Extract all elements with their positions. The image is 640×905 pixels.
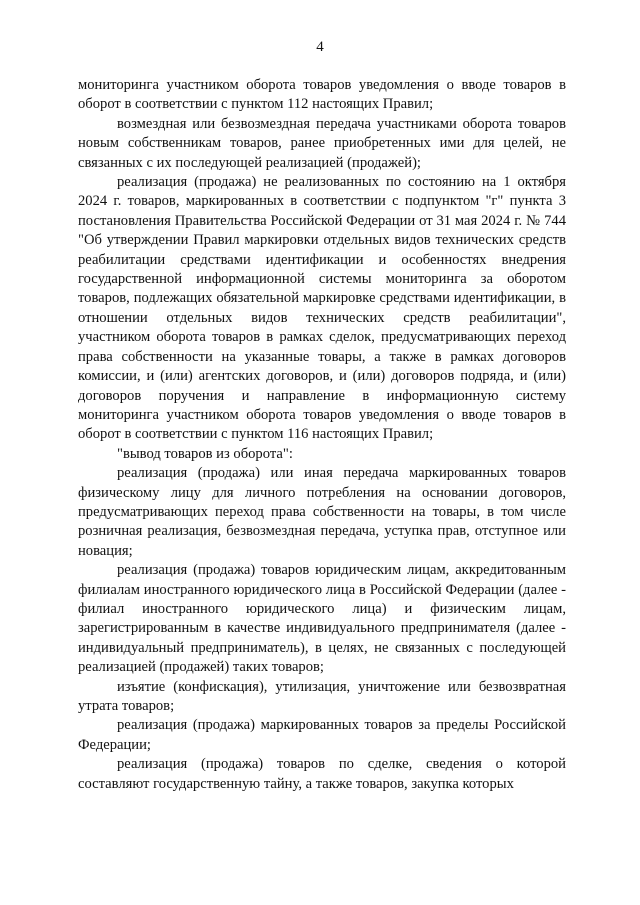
paragraph: реализация (продажа) маркированных товаров за пределы Российской Федерации; — [78, 717, 566, 753]
document-body — [78, 76, 566, 794]
paragraph: реализация (продажа) не реализованных по состоянию на 1 октября 2024 г. товаров, маркированных в соответствии с подпунктом "г" пункта 3 постановления Правительства Российской Федерации от 31 мая 2024 г. № 744 "Об утверждении Правил маркировки отдельных видов технических средств реабилитации средствами идентификации и особенностях внедрения государственной информационной системы мониторинга за оборотом товаров, подлежащих обязательной маркировке средствами идентификации, в отношении отдельных видов технических средств реабилитации", участником оборота товаров в рамках сделок, предусматривающих переход права собственности на указанные товары, а также в рамках договоров комиссии, и (или) агентских договоров, и (или) договоров подряда, и (или) договоров поручения и направление в информационную систему мониторинга участником оборота товаров уведомления о вводе товаров в оборот в соответствии с пунктом 116 настоящих Правил; — [78, 174, 566, 443]
section-heading: "вывод товаров из оборота": — [117, 445, 293, 462]
page-number: 4 — [316, 39, 324, 55]
paragraph: реализация (продажа) товаров по сделке, сведения о которой составляют государственную тайну, а также товаров, закупка которых — [78, 756, 566, 792]
paragraph: возмездная или безвозмездная передача участниками оборота товаров новым собственникам товаров, ранее приобретенных ими для целей, не связанных с их последующей реализацией (продажей); — [78, 115, 566, 171]
paragraph: изъятие (конфискация), утилизация, уничтожение или безвозвратная утрата товаров; — [78, 678, 566, 714]
paragraph: реализация (продажа) товаров юридическим лицам, аккредитованным филиалам иностранного юридического лица в Российской Федерации (далее - филиал иностранного юридического лица) и физическим лицам, зарегистрированным в качестве индивидуального предпринимателя (далее - индивидуальный предприниматель), в целях, не связанных с последующей реализацией (продажей) таких товаров; — [78, 562, 566, 676]
paragraph: реализация (продажа) или иная передача маркированных товаров физическому лицу для личного потребления на основании договоров, предусматривающих переход права собственности на товары, в том числе розничная реализация, безвозмездная передача, уступка прав, отступное или новация; — [78, 465, 566, 559]
paragraph-continuation: мониторинга участником оборота товаров уведомления о вводе товаров в оборот в соответствии с пунктом 112 настоящих Правил; — [78, 77, 566, 113]
